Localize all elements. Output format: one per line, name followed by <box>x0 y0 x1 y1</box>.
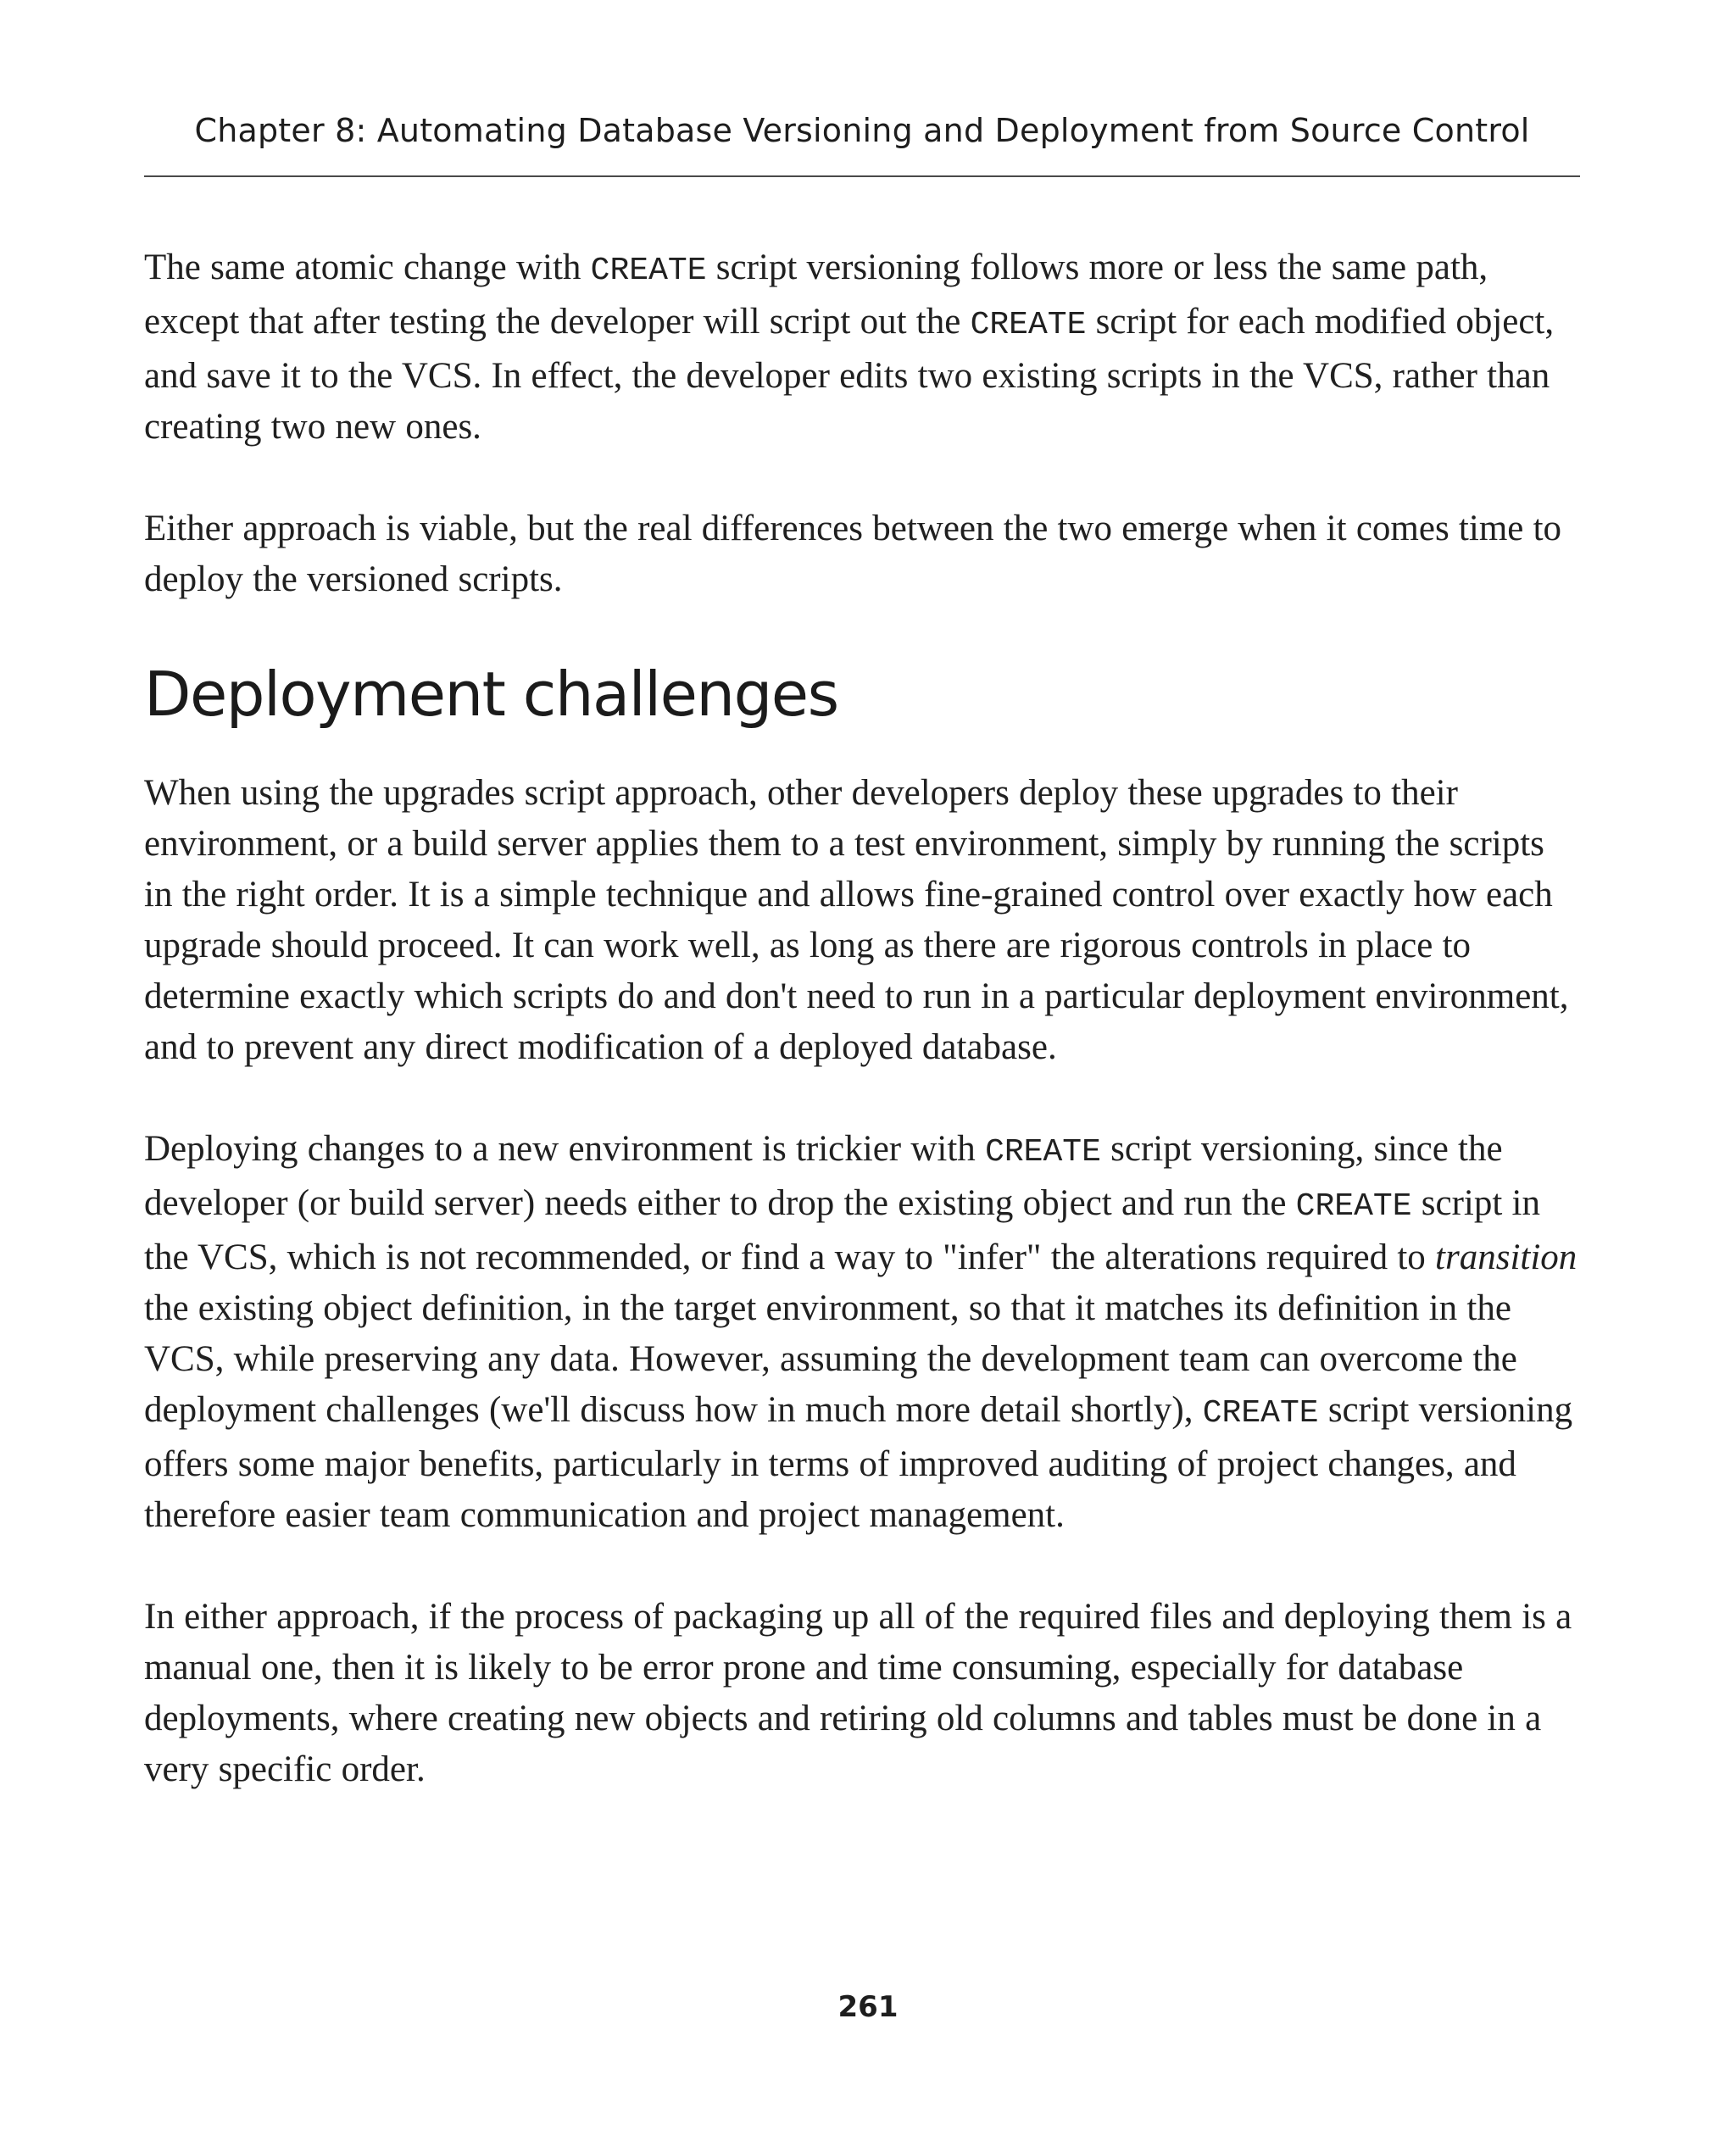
paragraph-text: When using the upgrades script approach, other developers deploy these upgrades to their environment, or a build server applies them to a test environment, simply by running the scripts in the right order. It is a simple technique and allows fine-grained control over exactly how each upgrade should proceed. It can work well, as long as there are rigorous controls in place to determine exactly which scripts do and don't need to run in a particular deployment environment, and to prevent any direct modification of a deployed database. <box>144 773 1569 1067</box>
page-number: 261 <box>837 1990 899 2024</box>
paragraph-upgrade-scripts <box>144 768 1580 1073</box>
inline-code: CREATE <box>590 253 707 289</box>
paragraph-text: script for each modified object, and save it to the VCS. In effect, the developer edits two existing scripts in the VCS, rather than creating two new ones. <box>144 302 1555 447</box>
paragraph-either-approach <box>144 503 1580 605</box>
inline-code: CREATE <box>1202 1395 1319 1432</box>
paragraph-text: the existing object definition, in the target environment, so that it matches its definition in the VCS, while preserving any data. However, assuming the development team can overcome the deployment challenges (we'll discuss how in much more detail shortly), <box>144 1288 1517 1430</box>
paragraph-deploying-changes <box>144 1124 1580 1541</box>
paragraph-text: script versioning follows more or less the same path, except that after testing the developer will script out the <box>144 247 1488 342</box>
paragraph-text: script versioning offers some major benefits, particularly in terms of improved auditing of project changes, and therefore easier team communication and project management. <box>144 1390 1573 1535</box>
paragraph-text: The same atomic change with <box>144 247 591 287</box>
running-header: Chapter 8: Automating Database Versioning and Deployment from Source Control <box>194 112 1530 149</box>
emphasized-text: transition <box>1435 1237 1577 1277</box>
inline-code: CREATE <box>985 1134 1101 1171</box>
paragraph-manual-process <box>144 1592 1580 1795</box>
page-body <box>144 242 1580 1795</box>
paragraph-text: Either approach is viable, but the real differences between the two emerge when it comes time to deploy the versioned scripts. <box>144 509 1562 599</box>
paragraph-text: script in the VCS, which is not recommended, or find a way to "infer" the alterations required to <box>144 1183 1540 1277</box>
section-heading: Deployment challenges <box>144 659 838 730</box>
inline-code: CREATE <box>1295 1188 1412 1225</box>
inline-code: CREATE <box>970 307 1087 343</box>
paragraph-text: In either approach, if the process of packaging up all of the required files and deploying them is a manual one, then it is likely to be error prone and time consuming, especially for database deployments, where creating new objects and retiring old columns and tables must be done in a very specific order. <box>144 1597 1572 1789</box>
header-divider <box>144 175 1580 177</box>
paragraph-text: Deploying changes to a new environment is trickier with <box>144 1129 986 1169</box>
paragraph-text: script versioning, since the developer (or build server) needs either to drop the existing object and run the <box>144 1129 1503 1223</box>
paragraph-create-script-versioning <box>144 242 1580 453</box>
